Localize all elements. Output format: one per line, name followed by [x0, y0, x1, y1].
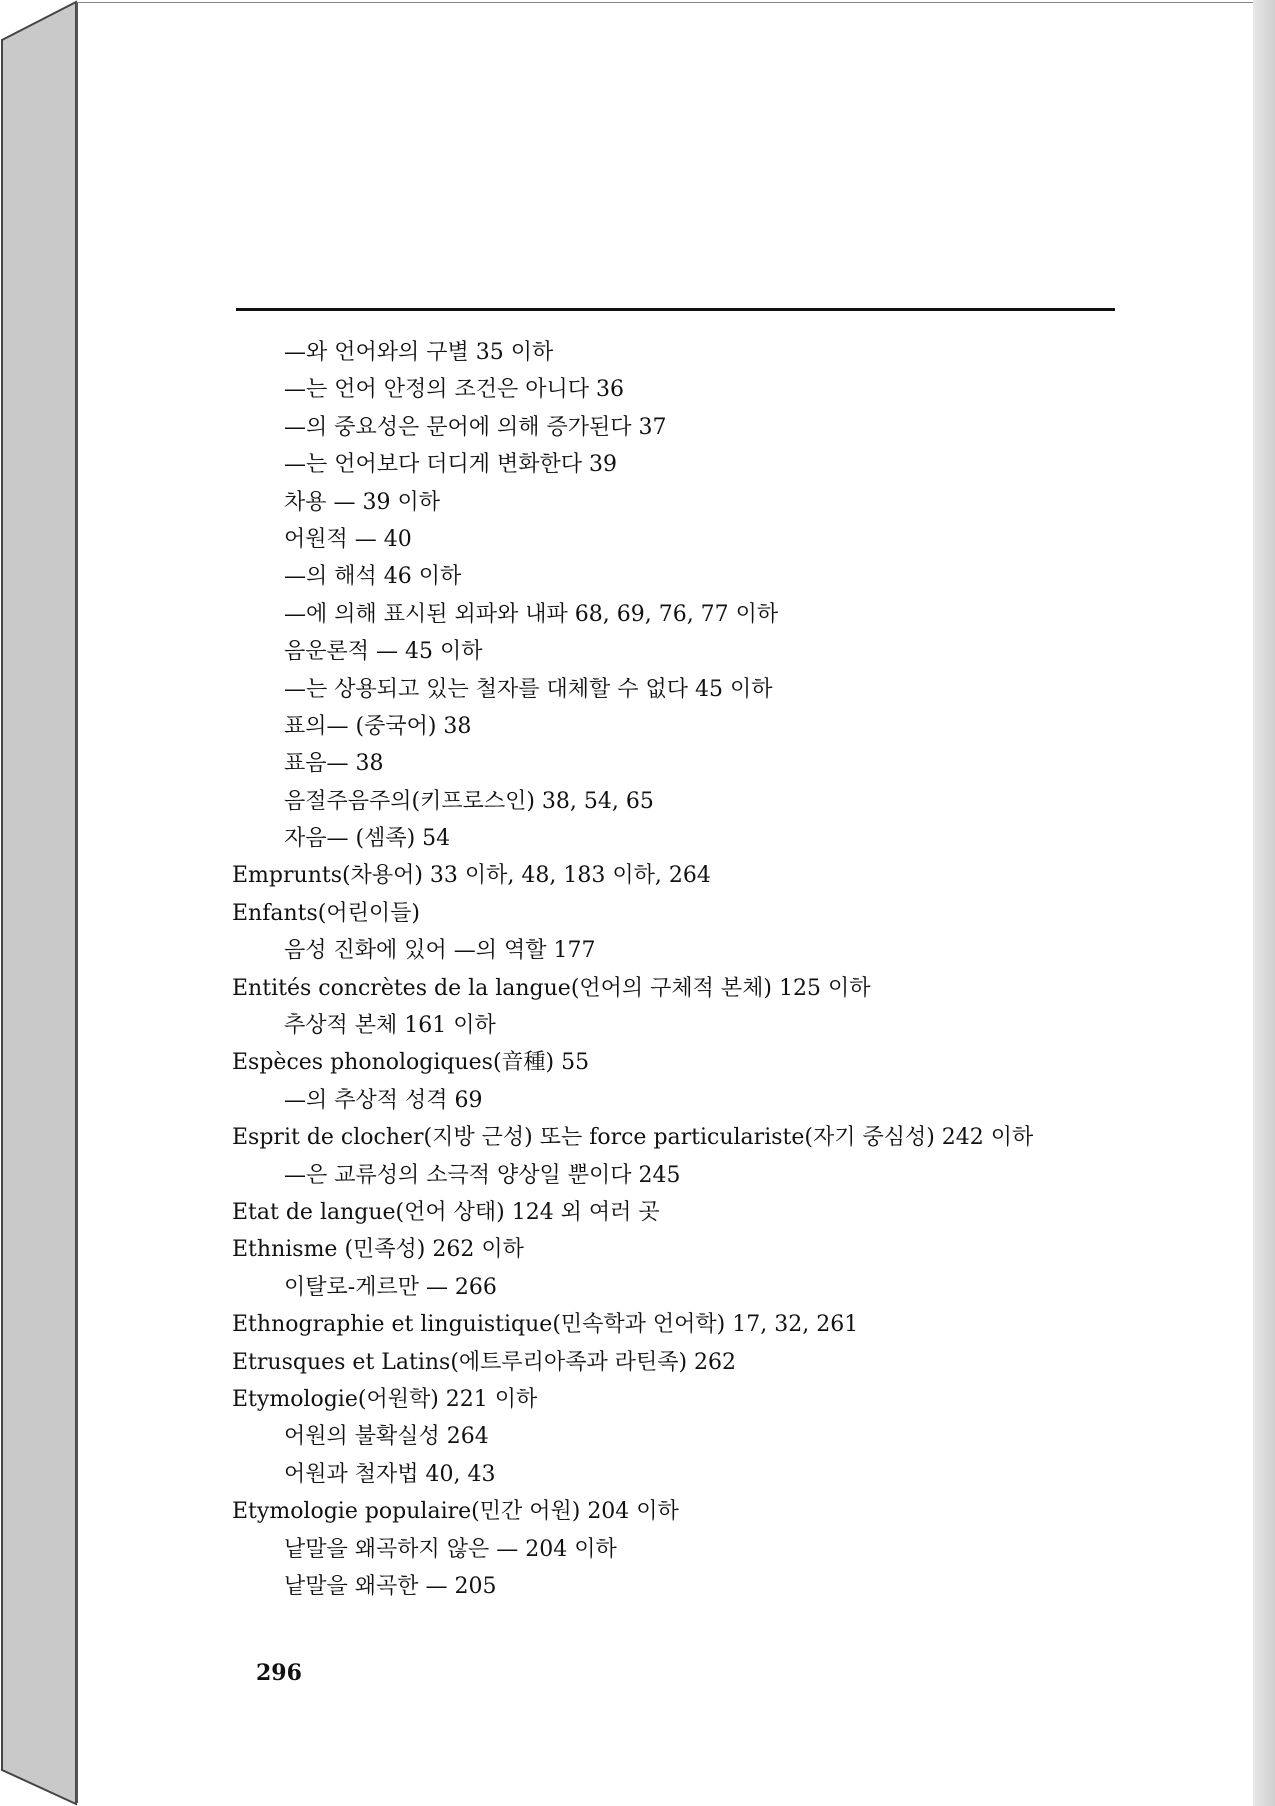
index-subentry: 추상적 본체 161 이하 [284, 1013, 496, 1039]
index-subentry: —은 교류성의 소극적 양상일 뿐이다 245 [284, 1162, 681, 1188]
index-subentry: 어원적 — 40 [284, 526, 412, 552]
book-spine [0, 0, 78, 1806]
index-entry: Etymologie populaire(민간 어원) 204 이하 [232, 1499, 679, 1525]
index-entry: Etymologie(어원학) 221 이하 [232, 1386, 538, 1412]
index-subentry: 음절주음주의(키프로스인) 38, 54, 65 [284, 788, 654, 814]
index-entry: Etat de langue(언어 상태) 124 외 여러 곳 [232, 1199, 660, 1225]
index-subentry: —와 언어와의 구별 35 이하 [284, 340, 554, 365]
index-entry-list [232, 334, 1132, 1605]
index-subentry: —에 의해 표시된 외파와 내파 68, 69, 76, 77 이하 [284, 601, 779, 627]
page-edge-shadow [1253, 0, 1275, 1806]
index-subentry: —의 해석 46 이하 [284, 564, 462, 590]
index-subentry: 차용 — 39 이하 [284, 489, 440, 515]
index-entry: Ethnisme (민족성) 262 이하 [232, 1237, 524, 1263]
index-subentry: 어원의 불확실성 264 [284, 1424, 489, 1450]
index-subentry: 음운론적 — 45 이하 [284, 639, 483, 665]
index-entry: Espèces phonologiques(音種) 55 [232, 1050, 590, 1076]
index-subentry: 낱말을 왜곡한 — 205 [284, 1573, 497, 1599]
index-subentry: 어원과 철자법 40, 43 [284, 1461, 496, 1487]
index-subentry: —의 중요성은 문어에 의해 증가된다 37 [284, 414, 667, 440]
index-entry: Etrusques et Latins(에트루리아족과 라틴족) 262 [232, 1349, 737, 1375]
index-subentry: —는 상용되고 있는 철자를 대체할 수 없다 45 이하 [284, 676, 773, 702]
index-subentry: 음성 진화에 있어 —의 역할 177 [284, 938, 596, 964]
index-subentry: 자음— (셈족) 54 [284, 826, 451, 852]
index-entry: Esprit de clocher(지방 근성) 또는 force particulariste(자기 중심성) 242 이하 [232, 1125, 1034, 1151]
header-rule [236, 308, 1115, 311]
index-subentry: 표음— 38 [284, 751, 384, 777]
index-entry: Emprunts(차용어) 33 이하, 48, 183 이하, 264 [232, 863, 711, 889]
index-entry: Ethnographie et linguistique(민속학과 언어학) 17, 32, 261 [232, 1312, 859, 1338]
page-number: 296 [256, 1660, 302, 1686]
index-subentry: 낱말을 왜곡하지 않은 — 204 이하 [284, 1536, 617, 1562]
index-subentry: 이탈로-게르만 — 266 [284, 1274, 497, 1300]
index-subentry: 표의— (중국어) 38 [284, 713, 472, 739]
index-subentry: —는 언어 안정의 조건은 아니다 36 [284, 377, 624, 403]
index-subentry: —는 언어보다 더디게 변화한다 39 [284, 452, 617, 478]
index-entry: Enfants(어린이들) [232, 900, 420, 926]
index-subentry: —의 추상적 성격 69 [284, 1087, 483, 1113]
index-entry: Entités concrètes de la langue(언어의 구체적 본체) 125 이하 [232, 975, 871, 1001]
